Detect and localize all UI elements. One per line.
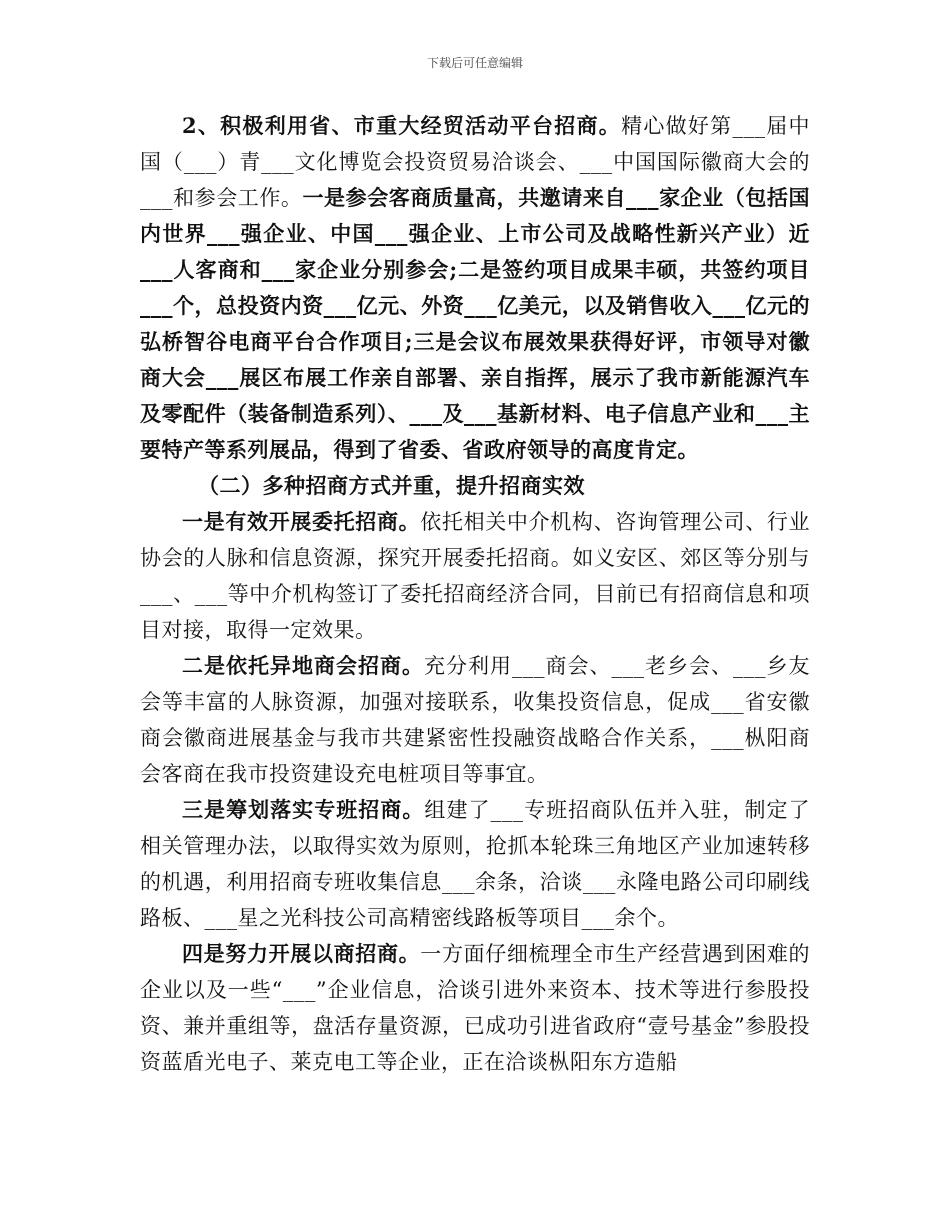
paragraph-entrusted-investment xyxy=(140,504,810,648)
paragraph-business-investment xyxy=(140,936,810,1080)
paragraph-platform-investment xyxy=(140,108,810,468)
paragraph-text: 组建了___专班招商队伍并入驻，制定了相关管理办法，以取得实效为原则，抢抓本轮珠三角地区产业加速转移的机遇，利用招商专班收集信息___余条，洽谈___永隆电路公司印刷线路板、___星之光科技公司高精密线路板等项目___余个。 xyxy=(140,798,811,930)
paragraph-lead: 2、积极利用省、市重大经贸活动平台招商。 xyxy=(182,113,622,138)
paragraph-lead: 四是努力开展以商招商。 xyxy=(182,941,421,966)
paragraph-bold-text: 一是参会客商质量高，共邀请来自___家企业（包括国内世界___强企业、中国___强企业、上市公司及战略性新兴产业）近___人客商和___家企业分别参会;二是签约项目成果丰硕，共签约项目___个，总投资内资___亿元、外资___亿美元，以及销售收入___亿元的弘桥智谷电商平台合作项目;三是会议布展效果获得好评，市领导对徽商大会___展区布展工作亲自部署、亲自指挥，展示了我市新能源汽车及零配件（装备制造系列）、___及___基新材料、电子信息产业和___主要特产等系列展品，得到了省委、省政府领导的高度肯定。 xyxy=(140,185,810,462)
section-heading: （二）多种招商方式并重，提升招商实效 xyxy=(198,473,585,498)
paragraph-lead: 三是筹划落实专班招商。 xyxy=(182,797,425,822)
paragraph-task-force-investment xyxy=(140,792,810,936)
page-header: 下载后可任意编辑 xyxy=(426,56,523,70)
paragraph-text: 依托相关中介机构、咨询管理公司、行业协会的人脉和信息资源，探究开展委托招商。如义安区、郊区等分别与___、___等中介机构签订了委托招商经济合同，目前已有招商信息和项目对接，取得一定效果。 xyxy=(140,510,811,642)
paragraph-lead: 一是有效开展委托招商。 xyxy=(182,509,421,534)
paragraph-text: 精心做好第___届中国（___）青___文化博览会投资贸易洽谈会、___中国国际徽商大会的___和参会工作。 xyxy=(140,114,810,210)
paragraph-text: 充分利用___商会、___老乡会、___乡友会等丰富的人脉资源，加强对接联系，收集投资信息，促成___省安徽商会徽商进展基金与我市共建紧密性投融资战略合作关系，___枞阳商会客商在我市投资建设充电桩项目等事宜。 xyxy=(140,654,810,786)
document-body xyxy=(140,108,810,1080)
paragraph-lead: 二是依托异地商会招商。 xyxy=(182,653,424,678)
paragraph-chamber-investment xyxy=(140,648,810,792)
paragraph-text: 一方面仔细梳理全市生产经营遇到困难的企业以及一些“___”企业信息，洽谈引进外来资本、技术等进行参股投资、兼并重组等，盘活存量资源，已成功引进省政府“壹号基金”参股投资蓝盾光电子、莱克电工等企业，正在洽谈枞阳东方造船 xyxy=(140,942,811,1074)
